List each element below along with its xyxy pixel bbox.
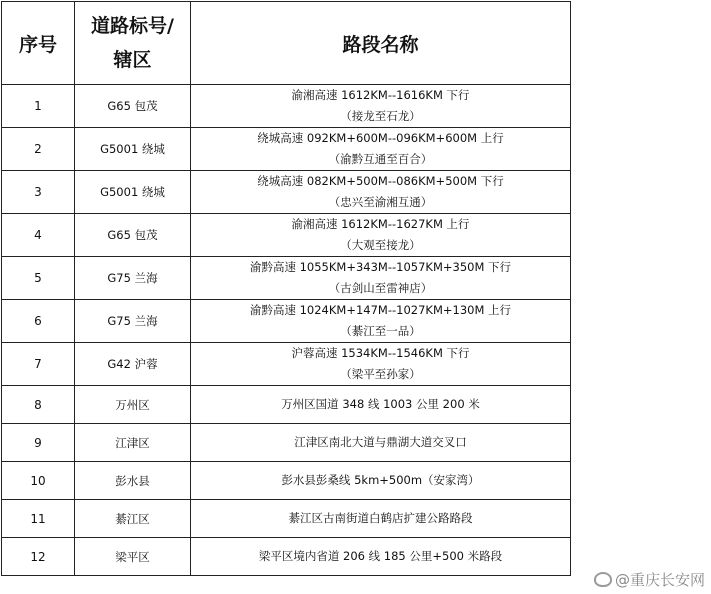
table-row (2, 424, 571, 462)
row-section: 綦江区古南街道白鹤店扩建公路路段 (191, 500, 571, 538)
row-number: 8 (2, 386, 75, 424)
row-section-line2: （梁平至孙家） (340, 367, 421, 381)
row-section-line2: （綦江至一品） (340, 324, 421, 338)
row-section-line2: （忠兴至渝湘互通） (328, 195, 433, 209)
row-number: 1 (2, 85, 75, 128)
table-row (2, 300, 571, 343)
table-row (2, 128, 571, 171)
row-section-line1: 渝黔高速 1024KM+147M--1027KM+130M 上行 (249, 303, 512, 317)
row-section (191, 257, 571, 300)
row-section-line2: （渝黔互通至百合） (328, 152, 433, 166)
header-serial: 序号 (2, 2, 75, 85)
header-road-code-line1: 道路标号/ (91, 15, 174, 37)
row-road: 万州区 (75, 386, 191, 424)
row-section (191, 343, 571, 386)
weibo-icon (594, 572, 612, 587)
header-road-code-line2: 辖区 (113, 49, 152, 71)
table-row (2, 462, 571, 500)
row-road: 彭水县 (75, 462, 191, 500)
row-road: G75 兰海 (75, 257, 191, 300)
row-road: 梁平区 (75, 538, 191, 576)
row-section-line1: 渝黔高速 1055KM+343M--1057KM+350M 下行 (249, 260, 512, 274)
row-number: 12 (2, 538, 75, 576)
row-section (191, 171, 571, 214)
row-number: 2 (2, 128, 75, 171)
row-road: 江津区 (75, 424, 191, 462)
row-section: 江津区南北大道与鼎湖大道交叉口 (191, 424, 571, 462)
row-road: G65 包茂 (75, 214, 191, 257)
row-section: 梁平区境内省道 206 线 185 公里+500 米路段 (191, 538, 571, 576)
row-number: 9 (2, 424, 75, 462)
row-number: 3 (2, 171, 75, 214)
row-road: G5001 绕城 (75, 128, 191, 171)
table-row (2, 171, 571, 214)
road-section-table (1, 1, 571, 576)
header-section-name: 路段名称 (191, 2, 571, 85)
row-number: 5 (2, 257, 75, 300)
table-row (2, 85, 571, 128)
table-row (2, 386, 571, 424)
row-number: 10 (2, 462, 75, 500)
row-section-line1: 渝湘高速 1612KM--1616KM 下行 (291, 88, 470, 102)
table-row (2, 214, 571, 257)
row-section-line2: （接龙至石龙） (340, 109, 421, 123)
row-section-line1: 渝湘高速 1612KM--1627KM 上行 (291, 217, 470, 231)
row-section (191, 214, 571, 257)
table-row (2, 257, 571, 300)
header-road-code (75, 2, 191, 85)
row-road: G5001 绕城 (75, 171, 191, 214)
row-road: 綦江区 (75, 500, 191, 538)
row-section-line2: （大观至接龙） (340, 238, 421, 252)
table-row (2, 500, 571, 538)
row-road: G65 包茂 (75, 85, 191, 128)
table-header-row (2, 2, 571, 85)
row-number: 6 (2, 300, 75, 343)
row-road: G42 沪蓉 (75, 343, 191, 386)
watermark-text: @重庆长安网 (614, 571, 705, 589)
row-section-line1: 绕城高速 082KM+500M--086KM+500M 下行 (257, 174, 504, 188)
row-section-line2: （古剑山至雷神店） (328, 281, 433, 295)
row-section-line1: 沪蓉高速 1534KM--1546KM 下行 (291, 346, 470, 360)
row-number: 11 (2, 500, 75, 538)
row-section: 万州区国道 348 线 1003 公里 200 米 (191, 386, 571, 424)
table-row (2, 343, 571, 386)
row-section (191, 128, 571, 171)
row-number: 7 (2, 343, 75, 386)
row-number: 4 (2, 214, 75, 257)
row-section-line1: 绕城高速 092KM+600M--096KM+600M 上行 (257, 131, 504, 145)
table-row (2, 538, 571, 576)
watermark (594, 569, 705, 590)
row-road: G75 兰海 (75, 300, 191, 343)
row-section (191, 85, 571, 128)
row-section (191, 300, 571, 343)
row-section: 彭水县彭桑线 5km+500m（安家湾） (191, 462, 571, 500)
